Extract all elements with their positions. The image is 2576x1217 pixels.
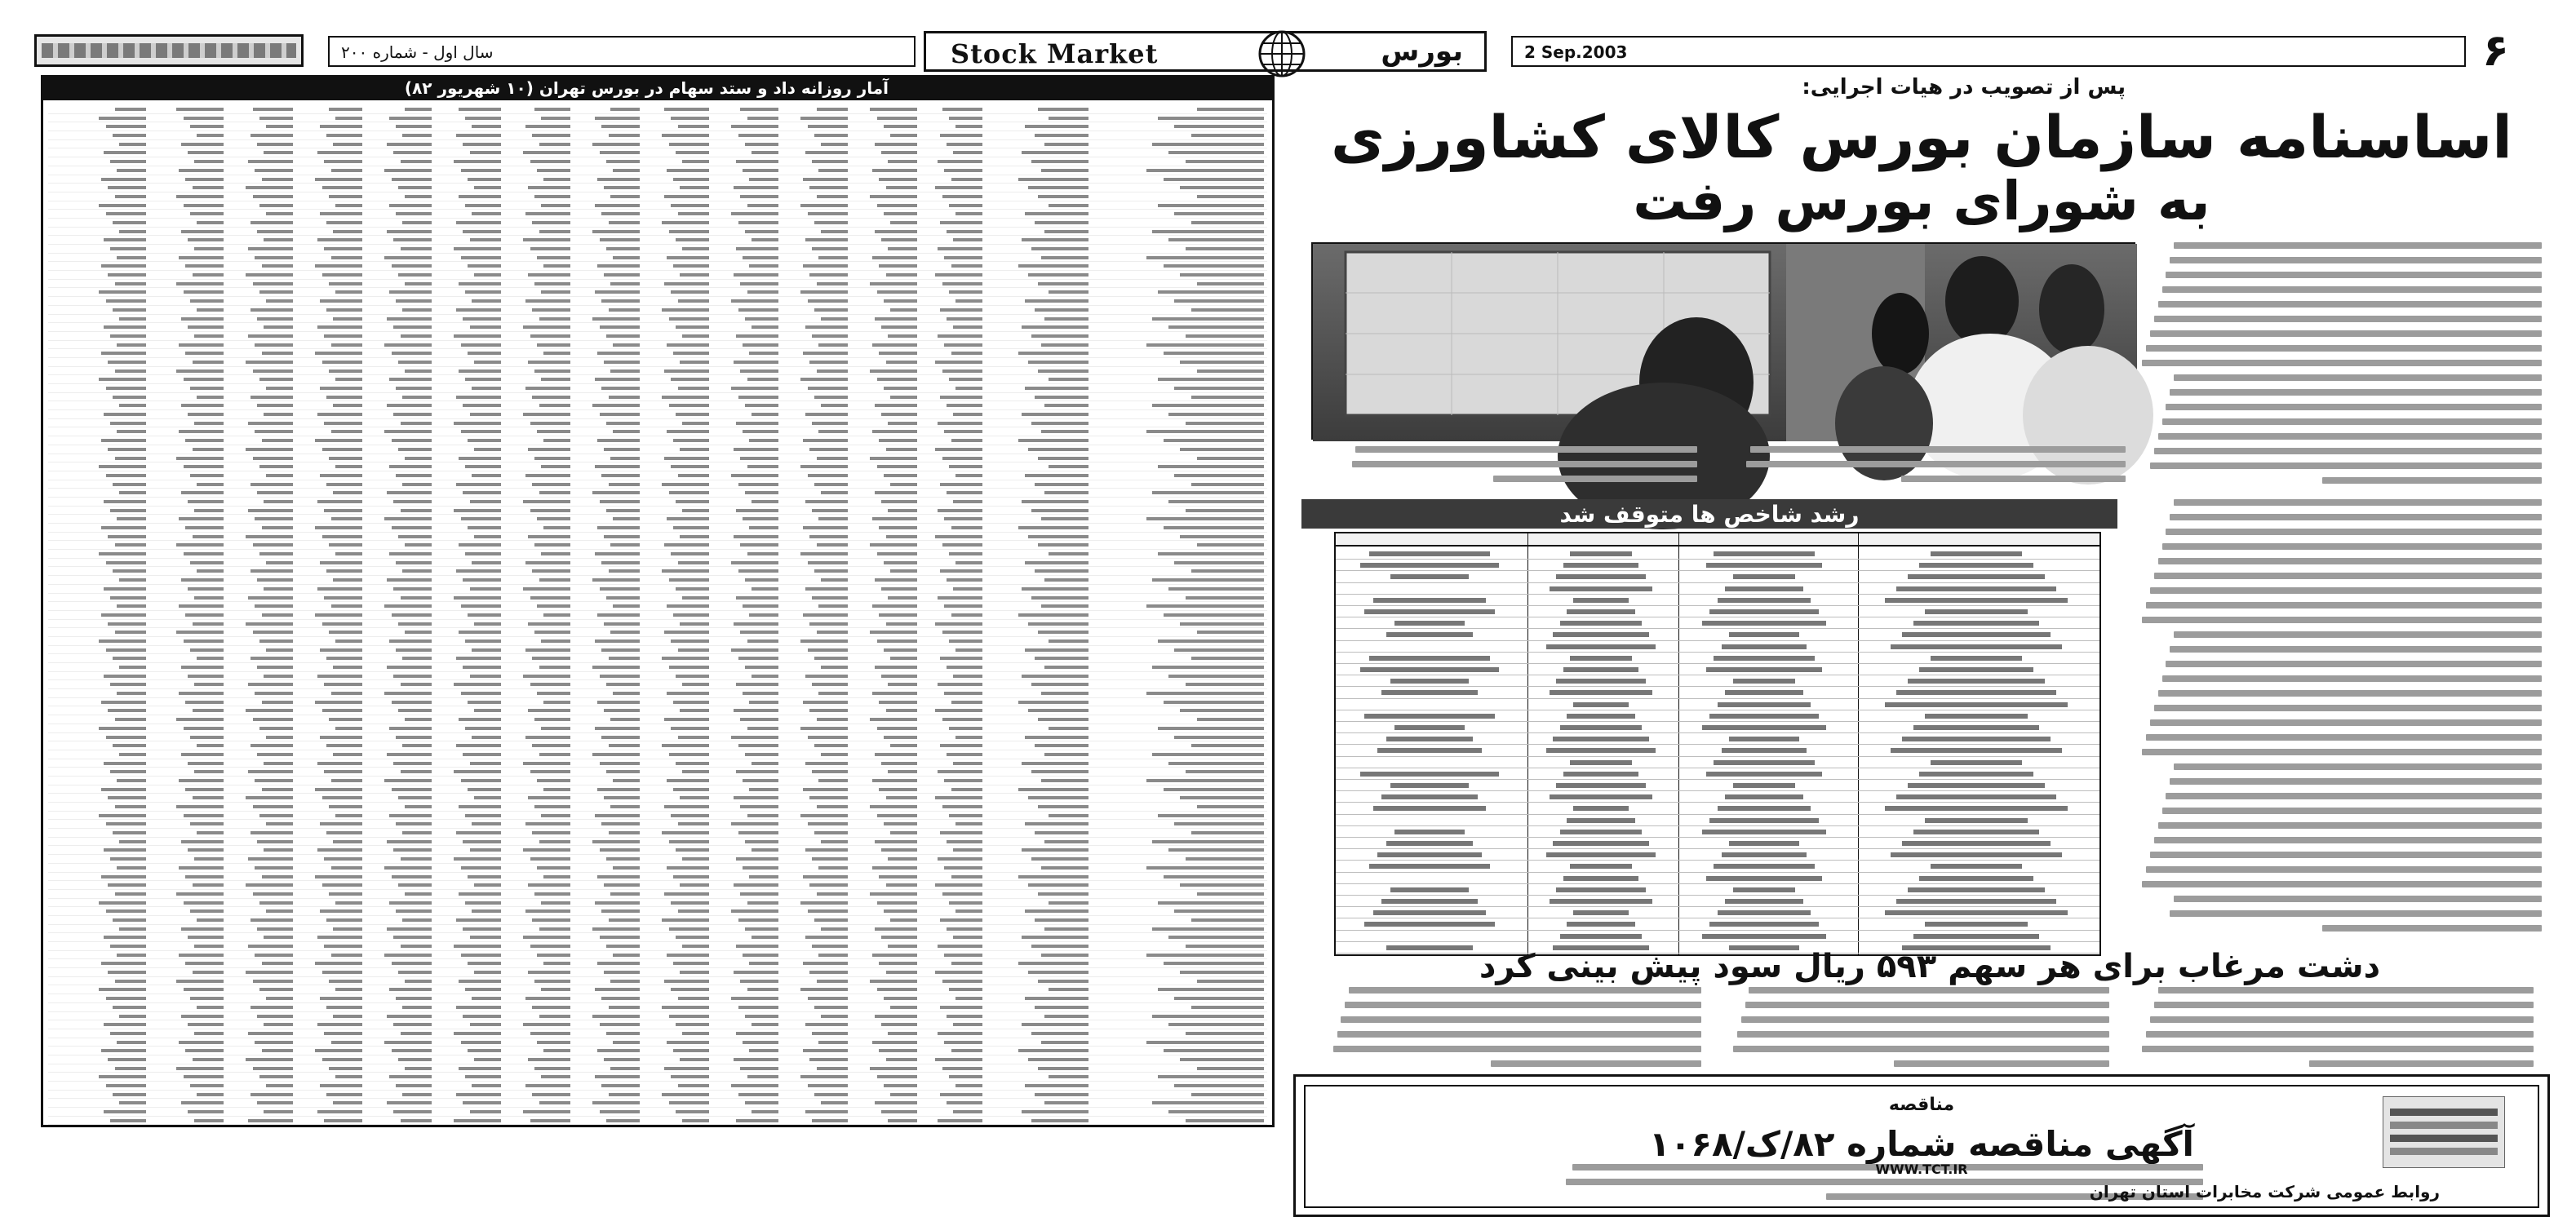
stock-row (48, 820, 1267, 829)
index-row (1336, 884, 2099, 896)
stock-row (48, 228, 1267, 237)
stock-row (48, 1108, 1267, 1117)
stock-row (48, 890, 1267, 899)
stock-row (48, 698, 1267, 707)
main-headline: اساسنامه سازمان بورس کالای کشاورزی (1331, 103, 2512, 171)
text-line (2174, 374, 2542, 381)
stock-row (48, 148, 1267, 157)
stock-row (48, 628, 1267, 637)
stock-row (48, 384, 1267, 393)
stock-row (48, 393, 1267, 402)
stock-row (48, 1003, 1267, 1012)
index-row (1336, 629, 2099, 640)
stock-row (48, 271, 1267, 280)
stock-row (48, 358, 1267, 367)
text-line (2162, 675, 2543, 682)
photo-caption-left (1326, 446, 1697, 495)
tender-title: آگهی مناقصه شماره ۸۲/ک/۱۰۶۸ (1649, 1124, 2194, 1164)
text-line (1737, 1031, 2109, 1038)
article3-body-col3 (2126, 987, 2534, 1069)
news-photo (1311, 242, 2135, 440)
index-row (1336, 699, 2099, 710)
page-number: ۶ (2482, 24, 2509, 76)
stock-row (48, 759, 1267, 768)
stock-row (48, 899, 1267, 908)
stock-row (48, 1047, 1267, 1055)
stock-row (48, 829, 1267, 838)
index-row (1336, 722, 2099, 733)
index-row (1336, 653, 2099, 664)
stock-row (48, 367, 1267, 376)
text-line (2154, 316, 2542, 322)
text-line (2162, 808, 2543, 814)
index-row (1336, 641, 2099, 653)
stock-row (48, 1029, 1267, 1038)
stock-row (48, 524, 1267, 533)
stock-row (48, 750, 1267, 759)
stock-row (48, 201, 1267, 210)
index-row (1336, 768, 2099, 780)
text-line (2142, 1046, 2534, 1052)
text-line (2170, 910, 2542, 917)
news-section (1293, 75, 2550, 1202)
stock-row (48, 1091, 1267, 1100)
text-line (2150, 330, 2542, 337)
index-row (1336, 595, 2099, 606)
text-line (2174, 896, 2542, 902)
text-line (2142, 749, 2542, 755)
stock-row (48, 1099, 1267, 1108)
text-line (2322, 477, 2543, 484)
text-line (2150, 462, 2542, 469)
stock-row (48, 942, 1267, 951)
stock-row (48, 715, 1267, 724)
stock-row (48, 262, 1267, 271)
text-line (2154, 705, 2542, 711)
stock-row (48, 306, 1267, 315)
stock-row (48, 332, 1267, 341)
stock-row (48, 498, 1267, 507)
stock-row (48, 341, 1267, 350)
stock-row (48, 846, 1267, 855)
text-line (2170, 514, 2542, 520)
stock-row (48, 637, 1267, 646)
stock-row (48, 471, 1267, 480)
text-line (2174, 499, 2542, 506)
section-title-en: Stock Market (951, 38, 1159, 69)
stock-row (48, 864, 1267, 873)
text-line (2158, 987, 2534, 994)
stock-row (48, 733, 1267, 742)
text-line (1491, 1060, 1702, 1067)
stock-row (48, 166, 1267, 175)
stock-table-title: آمار روزانه داد و ستد سهام در بورس تهران (۱۰ شهریور ۸۲) (404, 78, 889, 98)
index-row (1336, 583, 2099, 595)
stock-row (48, 184, 1267, 193)
globe-icon (1257, 29, 1307, 79)
index-table (1334, 532, 2101, 956)
text-line (1746, 461, 2126, 467)
stock-row (48, 131, 1267, 140)
text-line (1355, 446, 1697, 453)
index-table-header (1336, 533, 2099, 547)
index-row (1336, 873, 2099, 884)
text-line (2154, 837, 2542, 843)
text-line (2170, 778, 2542, 785)
text-line (1749, 987, 2109, 994)
text-line (2158, 301, 2542, 308)
text-line (1349, 987, 1701, 994)
stock-row (48, 654, 1267, 663)
stock-row (48, 794, 1267, 803)
text-line (1750, 446, 2126, 453)
stock-row (48, 1064, 1267, 1073)
text-line (2309, 1060, 2534, 1067)
section-title-fa: بورس (1381, 35, 1463, 68)
stock-row (48, 454, 1267, 463)
index-row (1336, 826, 2099, 838)
tender-advertisement (1293, 1074, 2550, 1217)
stock-row (48, 706, 1267, 715)
stock-row (48, 1012, 1267, 1021)
stock-row (48, 951, 1267, 960)
index-banner (1301, 499, 2117, 529)
index-row (1336, 907, 2099, 918)
stock-row (48, 855, 1267, 864)
stock-row (48, 419, 1267, 428)
stock-row (48, 567, 1267, 576)
text-line (2158, 433, 2542, 440)
stock-row (48, 349, 1267, 358)
stock-row (48, 445, 1267, 454)
text-line (1341, 1016, 1701, 1023)
index-row (1336, 931, 2099, 942)
stock-row (48, 786, 1267, 794)
stock-row (48, 768, 1267, 777)
index-row (1336, 617, 2099, 629)
text-line (2142, 617, 2542, 623)
article-body-continued (2142, 499, 2542, 940)
index-row (1336, 571, 2099, 582)
stock-row (48, 105, 1267, 114)
stock-row (48, 550, 1267, 559)
stock-row (48, 994, 1267, 1003)
stock-row (48, 280, 1267, 289)
index-row (1336, 803, 2099, 814)
text-line (2166, 661, 2542, 667)
index-row (1336, 675, 2099, 687)
text-line (2146, 734, 2542, 741)
stock-row (48, 114, 1267, 123)
stock-row (48, 585, 1267, 594)
index-row (1336, 548, 2099, 560)
stock-row (48, 985, 1267, 994)
photo-caption-right (1718, 446, 2126, 495)
stock-row (48, 1038, 1267, 1047)
stock-row (48, 1117, 1267, 1126)
stock-row (48, 541, 1267, 550)
text-line (2174, 631, 2542, 638)
stock-row (48, 410, 1267, 419)
stock-row (48, 925, 1267, 934)
text-line (2150, 852, 2542, 858)
stock-row (48, 620, 1267, 629)
text-line (1894, 1060, 2109, 1067)
index-banner-title: رشد شاخص ها متوقف شد (1559, 501, 1860, 528)
stock-row (48, 323, 1267, 332)
text-line (1345, 1002, 1701, 1008)
section-header (924, 31, 1487, 72)
stock-row (48, 968, 1267, 977)
stock-row (48, 576, 1267, 585)
index-row (1336, 710, 2099, 722)
stock-row (48, 193, 1267, 201)
text-line (2162, 286, 2543, 293)
stock-row (48, 873, 1267, 882)
stock-row (48, 672, 1267, 681)
stock-row (48, 1020, 1267, 1029)
stock-row (48, 288, 1267, 297)
stock-row (48, 436, 1267, 445)
text-line (2154, 1002, 2534, 1008)
text-line (2162, 418, 2543, 425)
stock-row (48, 375, 1267, 384)
newspaper-logo (34, 34, 304, 67)
text-line (2158, 822, 2542, 829)
main-headline-line2: به شورای بورس رفت (1633, 170, 2210, 232)
index-row (1336, 780, 2099, 791)
issue-label: سال اول - شماره ۲۰۰ (341, 42, 494, 62)
issue-box (328, 36, 916, 67)
index-row (1336, 745, 2099, 756)
stock-row (48, 175, 1267, 184)
stock-row (48, 611, 1267, 620)
stock-table-header (43, 77, 1272, 100)
text-line (2142, 360, 2542, 366)
text-line (2158, 558, 2542, 564)
article-kicker: پس از تصویب در هیات اجرایی: (1802, 75, 2126, 100)
index-row (1336, 896, 2099, 907)
stock-row (48, 933, 1267, 942)
tender-ad-frame (1304, 1085, 2539, 1208)
stock-row (48, 1082, 1267, 1091)
text-line (2146, 1031, 2534, 1038)
stock-row (48, 1073, 1267, 1082)
text-line (2150, 719, 2542, 726)
text-line (2150, 1016, 2534, 1023)
text-line (2166, 529, 2542, 535)
stock-row (48, 480, 1267, 489)
text-line (2146, 602, 2542, 608)
stock-row (48, 122, 1267, 131)
stock-row (48, 401, 1267, 410)
stock-row (48, 219, 1267, 228)
stock-row (48, 427, 1267, 436)
text-line (1493, 476, 1697, 482)
index-row (1336, 757, 2099, 768)
stock-row (48, 646, 1267, 655)
text-line (2170, 257, 2542, 263)
stock-row (48, 254, 1267, 263)
text-line (2162, 543, 2543, 550)
text-line (2146, 345, 2542, 352)
stock-row (48, 140, 1267, 149)
text-line (2150, 587, 2542, 594)
date-box (1511, 36, 2466, 67)
index-row (1336, 560, 2099, 571)
index-row (1336, 687, 2099, 698)
article3-body-col2 (1718, 987, 2109, 1069)
text-line (2158, 690, 2542, 697)
stock-row (48, 959, 1267, 968)
stock-row (48, 916, 1267, 925)
tender-website: WWW.TCT.IR (1875, 1162, 1968, 1177)
text-line (2142, 881, 2542, 887)
stock-row (48, 489, 1267, 498)
text-line (2174, 242, 2542, 249)
secondary-headline: دشت مرغاب برای هر سهم ۵۹۳ ریال سود پیش بینی کرد (1479, 948, 2381, 985)
stock-row (48, 1055, 1267, 1064)
index-row (1336, 918, 2099, 930)
text-line (1333, 1046, 1701, 1052)
stock-row (48, 812, 1267, 821)
article3-body-col1 (1318, 987, 1701, 1069)
index-row (1336, 838, 2099, 849)
text-line (2166, 793, 2542, 799)
stock-row (48, 297, 1267, 306)
masthead (34, 23, 2547, 80)
index-row (1336, 849, 2099, 861)
text-line (2170, 646, 2542, 653)
text-line (2154, 573, 2542, 579)
text-line (1741, 1016, 2109, 1023)
stock-row (48, 157, 1267, 166)
stock-row (48, 777, 1267, 786)
stock-row (48, 210, 1267, 219)
tender-label: مناقصه (1888, 1095, 1955, 1115)
text-line (2146, 866, 2542, 873)
index-row (1336, 815, 2099, 826)
stock-row (48, 741, 1267, 750)
text-line (1901, 476, 2126, 482)
stock-row (48, 663, 1267, 672)
text-line (2166, 272, 2542, 278)
text-line (2166, 404, 2542, 410)
index-row (1336, 733, 2099, 745)
index-row (1336, 861, 2099, 872)
stock-table-body (48, 105, 1267, 1122)
index-row (1336, 791, 2099, 803)
text-line (1745, 1002, 2109, 1008)
stock-row (48, 533, 1267, 542)
stock-row (48, 315, 1267, 324)
tender-footer: روابط عمومی شرکت مخابرات استان تهران (2089, 1182, 2440, 1202)
stock-row (48, 680, 1267, 689)
article-body (2142, 242, 2542, 487)
stock-row (48, 689, 1267, 698)
stock-row (48, 724, 1267, 733)
date-en: 2 Sep.2003 (1524, 42, 1628, 62)
stock-row (48, 559, 1267, 568)
stock-row (48, 907, 1267, 916)
text-line (2174, 763, 2542, 770)
stock-row (48, 594, 1267, 603)
stock-row (48, 462, 1267, 471)
text-line (1352, 461, 1697, 467)
stock-row (48, 977, 1267, 986)
stock-row (48, 236, 1267, 245)
stock-row (48, 515, 1267, 524)
text-line (1733, 1046, 2109, 1052)
stock-row (48, 803, 1267, 812)
text-line (2322, 925, 2543, 932)
stock-row (48, 507, 1267, 516)
text-line (2170, 389, 2542, 396)
stock-table (41, 75, 1275, 1127)
text-line (1337, 1031, 1702, 1038)
stock-row (48, 881, 1267, 890)
index-row (1336, 664, 2099, 675)
stock-row (48, 245, 1267, 254)
text-line (2154, 448, 2542, 454)
stock-row (48, 838, 1267, 847)
stock-row (48, 602, 1267, 611)
index-row (1336, 606, 2099, 617)
